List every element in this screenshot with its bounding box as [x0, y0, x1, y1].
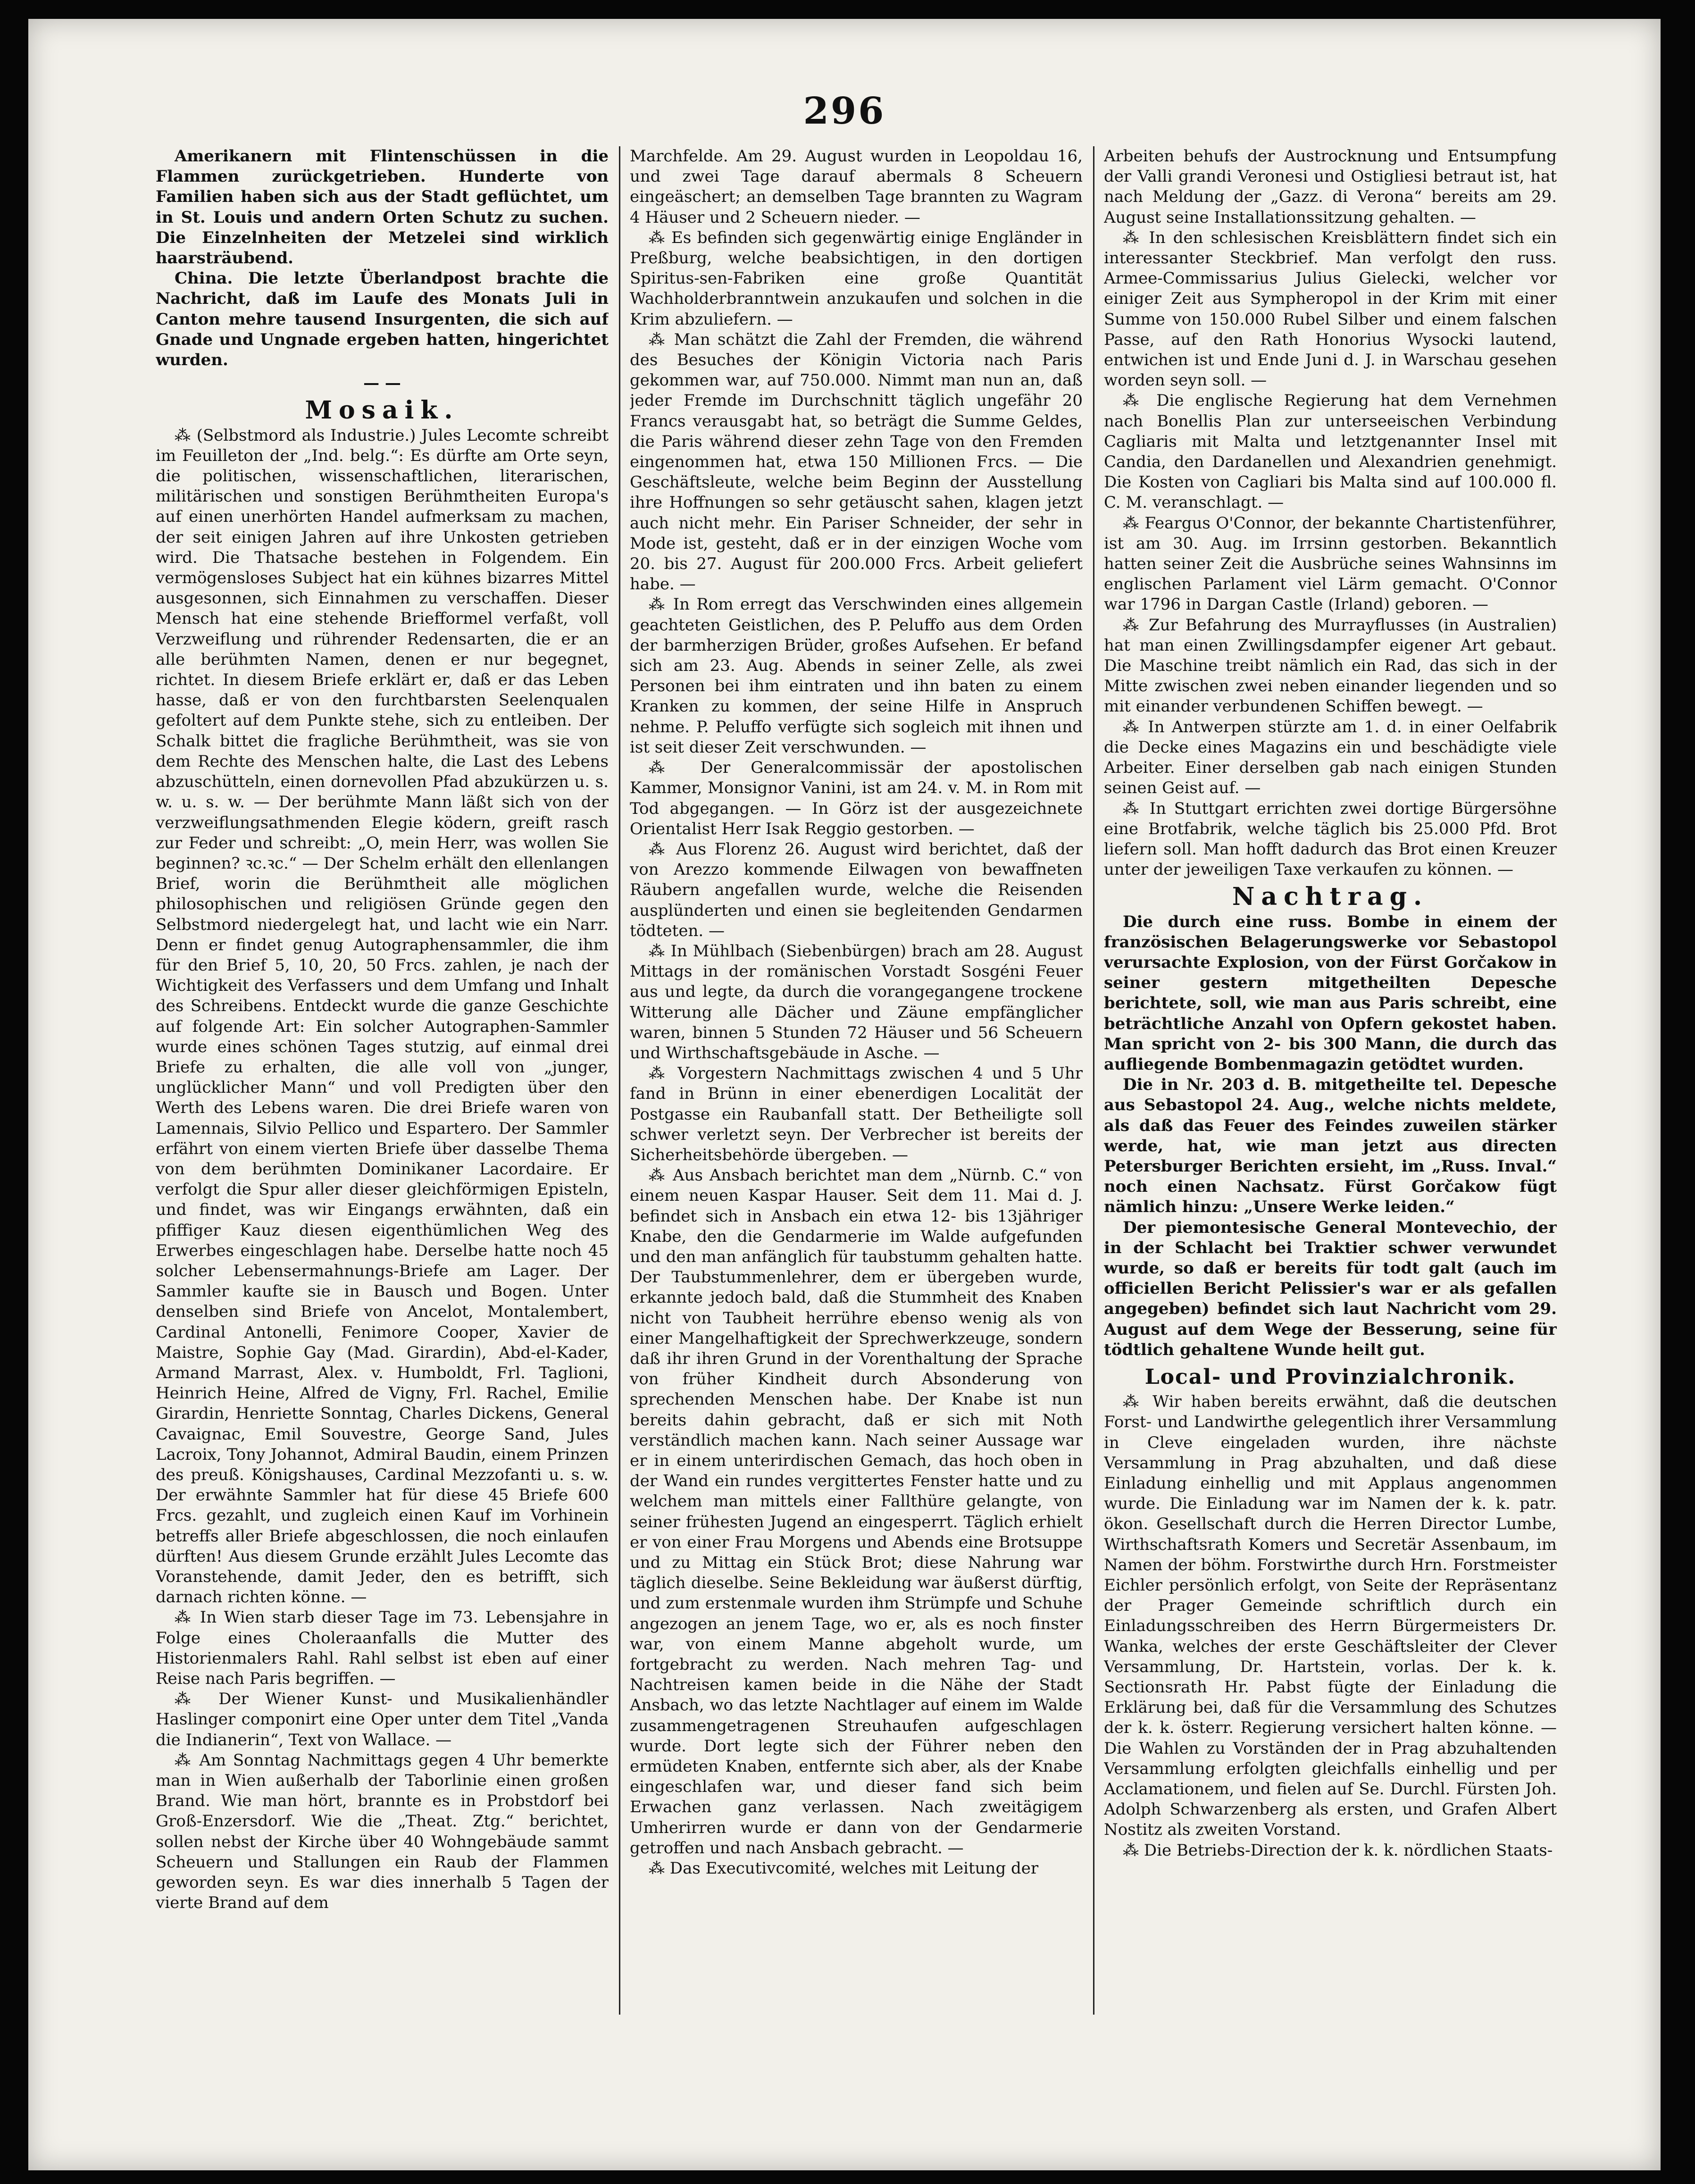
section-heading: Mosaik. [305, 396, 459, 425]
article-paragraph: ⁂ In Rom erregt das Verschwinden eines allgemein geachteten Geistlichen, des P. Peluffo aus dem Orden der barmherzigen Brüder, großes Aufsehen. Er befand sich am 23. Aug. Abends in seiner Zelle, als zwei Personen bei ihm eintraten und ihn baten zu einem Kranken zu kommen, der seine Hilfe in Anspruch nehme. P. Peluffo verfügte sich sogleich mit ihnen und ist seit dieser Zeit verschwunden. — [630, 595, 1083, 757]
page-number: 296 [803, 90, 886, 133]
column-rule [1093, 146, 1094, 2015]
article-paragraph: ⁂ Feargus O'Connor, der bekannte Chartistenführer, ist am 30. Aug. im Irrsinn gestorben. Bekanntlich hatten seiner Zeit die Ausbrüche seines Wahnsinns im englischen Parlament viel Lärm gemacht. O'Connor war 1796 in Dargan Castle (Irland) geboren. — [1104, 513, 1557, 614]
article-paragraph: ⁂ Der Wiener Kunst- und Musikalienhändler Haslinger componirt eine Oper unter dem Titel „Vanda die Indianerin“, Text von Wallace. — [156, 1690, 609, 1749]
article-paragraph: ⁂ Das Executivcomité, welches mit Leitung der [649, 1859, 1039, 1878]
article-paragraph: ⁂ Wir haben bereits erwähnt, daß die deutschen Forst- und Landwirthe gelegentlich ihrer Versammlung in Cleve eingeladen wurden, ihre nächste Versammlung in Prag abzuhalten, und daß diese Einladung einhellig und mit Applaus angenommen wurde. Die Einladung war im Namen der k. k. patr. ökon. Gesellschaft durch die Herren Director Lumbe, Wirthschaftsrath Komers und Secretär Assenbaum, im Namen der böhm. Forstwirthe durch Hrn. Forstmeister Eichler persönlich erfolgt, von Seite der Repräsentanz der Prager Gemeinde schriftlich durch ein Einladungsschreiben des Herrn Bürgermeisters Dr. Wanka, welches der erste Geschäftsleiter der Clever Versammlung, Dr. Hartstein, vorlas. Der k. k. Sectionsrath Hr. Pabst fügte der Einladung die Erklärung bei, daß für die Versammlung des Schutzes der k. k. österr. Regierung versichert halten könne. — Die Wahlen zu Vorständen der in Prag abzuhaltenden Versammlung erfolgten gleichfalls einhellig und per Acclamationem, und fielen auf Se. Durchl. Fürsten Joh. Adolph Schwarzenberg als ersten, und Grafen Albert Nostitz als zweiten Vorstand. [1104, 1392, 1557, 1840]
article-paragraph: Marchfelde. Am 29. August wurden in Leopoldau 16, und zwei Tage darauf abermals 8 Scheuern eingeäschert; an demselben Tage brannten zu Wagram 4 Häuser und 2 Scheuern nieder. — [630, 147, 1083, 227]
article-paragraph: ⁂ In den schlesischen Kreisblättern findet sich ein interessanter Steckbrief. Man verfolgt den russ. Armee-Commissarius Julius Gielecki, welcher vor einiger Zeit aus Sympheropol in der Krim mit einer Summe von 150.000 Rubel Silber und einem falschen Passe, auf den Rath Honorius Wysocki lautend, entwichen ist und Ende Juni d. J. in Warschau gesehen worden seyn soll. — [1104, 228, 1557, 390]
article-paragraph: Arbeiten behufs der Austrocknung und Entsumpfung der Valli grandi Veronesi und Ostigliesi betraut ist, hat nach Meldung der „Gazz. di Verona“ bereits am 29. August seine Installationssitzung gehalten. — [1104, 147, 1557, 227]
article-paragraph: ⁂ Die Betriebs-Direction der k. k. nördlichen Staats- [1123, 1841, 1553, 1860]
column-2 [630, 146, 1083, 2033]
article-paragraph: ⁂ Am Sonntag Nachmittags gegen 4 Uhr bemerkte man in Wien außerhalb der Taborlinie einen großen Brand. Wie man hört, brannte es in Probstdorf bei Groß-Enzersdorf. Wie die „Theat. Ztg.“ berichtet, sollen nebst der Kirche über 40 Wohngebäude sammt Scheuern und Stallungen ein Raub der Flammen geworden seyn. Es war dies innerhalb 5 Tagen der vierte Brand auf dem [156, 1750, 609, 1913]
article-paragraph: China. Die letzte Überlandpost brachte die Nachricht, daß im Laufe des Monats Juli in Canton mehre tausend Insurgenten, die sich auf Gnade und Ungnade ergeben hatten, hingerichtet wurden. [156, 269, 609, 370]
article-paragraph: Die in Nr. 203 d. B. mitgetheilte tel. Depesche aus Sebastopol 24. Aug., welche nichts meldete, als daß das Feuer des Feindes zuweilen stärker werde, hat, wie man jetzt aus directen Petersburger Berichten ersieht, im „Russ. Inval.“ noch einen Nachsatz. Fürst Gorčakow fügt nämlich hinzu: „Unsere Werke leiden.“ [1104, 1075, 1557, 1217]
article-paragraph: Die durch eine russ. Bombe in einem der französischen Belagerungswerke vor Sebastopol verursachte Explosion, von der Fürst Gorčakow in seiner gestern mitgetheilten Depesche berichtete, soll, wie man aus Paris schreibt, eine beträchtliche Anzahl von Opfern gekostet haben. Man spricht von 2- bis 300 Mann, die durch das aufliegende Bombenmagazin getödtet wurden. [1104, 912, 1557, 1074]
article-paragraph: ⁂ In Wien starb dieser Tage im 73. Lebensjahre in Folge eines Choleraanfalls die Mutter des Historienmalers Rahl. Rahl selbst ist eben auf einer Reise nach Paris begriffen. — [156, 1608, 609, 1689]
article-paragraph: ⁂ In Antwerpen stürzte am 1. d. in einer Oelfabrik die Decke eines Magazins ein und beschädigte viele Arbeiter. Einer derselben gab nach einigen Stunden seinen Geist auf. — [1104, 717, 1557, 798]
article-paragraph: Der piemontesische General Montevechio, der in der Schlacht bei Traktier schwer verwundet wurde, so daß er bereits für todt galt (auch im officiellen Bericht Pelissier's war er als gefallen angegeben) befindet sich laut Nachricht vom 29. August auf dem Wege der Besserung, seine für tödtlich gehaltene Wunde heilt gut. [1104, 1218, 1557, 1359]
column-1 [156, 146, 609, 2033]
article-paragraph: ⁂ Vorgestern Nachmittags zwischen 4 und 5 Uhr fand in Brünn in einer ebenerdigen Localität der Postgasse ein Raubanfall statt. Der Betheiligte soll schwer verletzt seyn. Der Verbrecher ist bereits der Sicherheitsbehörde übergeben. — [630, 1064, 1083, 1164]
section-heading: Local- und Provinzialchronik. [1144, 1364, 1516, 1389]
newspaper-page [28, 19, 1661, 2170]
article-paragraph: ⁂ Aus Florenz 26. August wird berichtet, daß der von Arezzo kommende Eilwagen von bewaffneten Räubern angefallen wurde, welche die Reisenden ausplünderten und einen sie begleitenden Gendarmen tödteten. — [630, 839, 1083, 940]
article-paragraph: ⁂ Zur Befahrung des Murrayflusses (in Australien) hat man einen Zwillingsdampfer eigener Art gebaut. Die Maschine treibt nämlich ein Rad, das sich in der Mitte zwischen zwei neben einander liegenden und so mit einander verbundenen Schiffen bewegt. — [1104, 615, 1557, 716]
section-heading: Nachtrag. [1232, 882, 1429, 912]
column-3 [1104, 146, 1557, 2033]
article-paragraph: Amerikanern mit Flintenschüssen in die Flammen zurückgetrieben. Hunderte von Familien haben sich aus der Stadt geflüchtet, um in St. Louis und andern Orten Schutz zu suchen. Die Einzelnheiten der Metzelei sind wirklich haarsträubend. [156, 147, 609, 268]
article-paragraph: ⁂ (Selbstmord als Industrie.) Jules Lecomte schreibt im Feuilleton der „Ind. belg.“: Es dürfte am Orte seyn, die politischen, wissenschaftlichen, literarischen, militärischen und sonstigen Berühmtheiten Europa's auf einen unerhörten Handel aufmerksam zu machen, der seit einigen Jahren auf ihre Unkosten getrieben wird. Die Thatsache bestehen in Folgendem. Ein vermögensloses Subject hat ein kühnes bizarres Mittel ausgesonnen, sich Einnahmen zu verschaffen. Dieser Mensch hat eine stehende Briefformel verfaßt, voll Verzweiflung und rührender Redensarten, die er an alle berühmten Namen, denen er nur begegnet, richtet. In diesem Briefe erklärt er, daß er das Leben hasse, daß er von den furchtbarsten Seelenqualen gefoltert auf dem Punkte stehe, sich zu entleiben. Der Schalk bittet die fragliche Berühmtheit, was sie von dem Rechte des Menschen halte, die Last des Lebens abzuschütteln, einen dornevollen Pfad abzukürzen u. s. w. u. s. w. — Der berühmte Mann läßt sich von der verzweiflungsathmenden Elegie ködern, greift rasch zur Feder und schreibt: „O, mein Herr, was wollen Sie beginnen? ꝛc.ꝛc.“ — Der Schelm erhält den ellenlangen Brief, worin die Berühmtheit alle möglichen philosophischen und religiösen Gründe gegen den Selbstmord niedergelegt hat, und lacht wie ein Narr. Denn er findet genug Autographensammler, die ihm für den Brief 5, 10, 20, 50 Frcs. zahlen, je nach der Wichtigkeit des Verfassers und dem Umfang und Inhalt des Schreibens. Entdeckt wurde die ganze Geschichte auf folgende Art: Ein solcher Autographen-Sammler wurde eines schönen Tages stutzig, auf einmal drei Briefe zu erhalten, die alle voll von „junger, unglücklicher Mann“ und voll Predigten über den Werth des Lebens waren. Die drei Briefe waren von Lamennais, Silvio Pellico und Espartero. Der Sammler erfährt von einem vierten Briefe über dasselbe Thema von dem berühmten Dominikaner Lacordaire. Er verfolgt die Spur aller dieser gleichförmigen Episteln, und findet, was wir Eingangs erwähnten, daß ein pfiffiger Kauz diesen eigenthümlichen Weg des Erwerbes eingeschlagen habe. Derselbe hatte noch 45 solcher Lebensermahnungs-Briefe am Lager. Der Sammler kaufte sie in Bausch und Bogen. Unter denselben sind Briefe von Ancelot, Montalembert, Cardinal Antonelli, Fenimore Cooper, Xavier de Maistre, Sophie Gay (Mad. Girardin), Abd-el-Kader, Armand Marrast, Alex. v. Humboldt, Frl. Taglioni, Heinrich Heine, Alfred de Vigny, Frl. Rachel, Emilie Girardin, Henriette Sonntag, Charles Dickens, General Cavaignac, Emil Souvestre, George Sand, Jules Lacroix, Tony Johannot, Admiral Baudin, einem Prinzen des preuß. Königshauses, Cardinal Mezzofanti u. s. w. Der erwähnte Sammler hat für diese 45 Briefe 600 Frcs. gezahlt, und zugleich einen Kauf im Vorhinein betreffs aller Briefe abgeschlossen, die noch einlaufen dürften! Aus diesem Grunde erzählt Jules Lecomte das Voranstehende, damit Jeder, den es betrifft, sich darnach richten könne. — [156, 426, 609, 1607]
article-paragraph: ⁂ Die englische Regierung hat dem Vernehmen nach Bonellis Plan zur unterseeischen Verbindung Cagliaris mit Malta und letztgenannter Insel mit Candia, den Dardanellen und Alexandrien genehmigt. Die Kosten von Cagliari bis Malta sind auf 100.000 fl. C. M. veranschlagt. — [1104, 391, 1557, 512]
article-paragraph: ⁂ Es befinden sich gegenwärtig einige Engländer in Preßburg, welche beabsichtigen, in den dortigen Spiritus-sen-Fabriken eine große Quantität Wachholderbranntwein anzukaufen und solchen in die Krim abzuliefern. — [630, 228, 1083, 329]
text-columns [156, 146, 1557, 2033]
article-paragraph: ⁂ Aus Ansbach berichtet man dem „Nürnb. C.“ von einem neuen Kaspar Hauser. Seit dem 11. Mai d. J. befindet sich in Ansbach ein etwa 12- bis 13jähriger Knabe, den die Gendarmerie im Walde aufgefunden und den man anfänglich für taubstumm gehalten hatte. Der Taubstummenlehrer, dem er übergeben wurde, erkannte jedoch bald, daß die Stummheit des Knaben nicht von Taubheit herrühre ebenso wenig als von einer Mangelhaftigkeit der Sprechwerkzeuge, sondern daß ihr ihren Grund in der Vorenthaltung der Sprache von früher Kindheit durch Absonderung von sprechenden Menschen habe. Der Knabe ist nun bereits dahin gebracht, daß er sich mit Noth verständlich machen kann. Nach seiner Aussage war er in einem unterirdischen Gemach, das hoch oben in der Wand ein rundes vergittertes Fenster hatte und zu welchem man mittels einer Fallthüre gelangte, von seiner frühesten Jugend an eingesperrt. Täglich erhielt er von einer Frau Morgens und Abends eine Brotsuppe und zu Mittag ein Stück Brot; diese Nahrung war täglich dieselbe. Seine Bekleidung war äußerst dürftig, und zum erstenmale wurden ihm Strümpfe und Schuhe angezogen an jenem Tage, wo er, als es noch finster war, von einem Manne abgeholt wurde, um fortgebracht zu werden. Nach mehren Tag- und Nachtreisen kamen beide in die Nähe der Stadt Ansbach, wo das letzte Nachtlager auf einem im Walde zusammengetragenen Streuhaufen aufgeschlagen wurde. Dort legte sich der Führer neben den ermüdeten Knaben, entfernte sich aber, als der Knabe eingeschlafen war, und dieser fand sich beim Erwachen ganz verlassen. Nach zweitägigem Umherirren wurde er dann von der Gendarmerie getroffen und nach Ansbach gebracht. — [630, 1166, 1083, 1858]
column-rule [619, 146, 620, 2015]
article-paragraph: ⁂ In Mühlbach (Siebenbürgen) brach am 28. August Mittags in der romänischen Vorstadt Sosgéni Feuer aus und legte, da durch die vorangegangene trockene Witterung alle Dächer und Zäune empfänglicher waren, binnen 5 Stunden 72 Häuser und 56 Scheuern und Wirthschaftsgebäude in Asche. — [630, 941, 1083, 1063]
article-paragraph: ⁂ Der Generalcommissär der apostolischen Kammer, Monsignor Vanini, ist am 24. v. M. in Rom mit Tod abgegangen. — In Görz ist der ausgezeichnete Orientalist Herr Isak Reggio gestorben. — [630, 758, 1083, 838]
divider: — — [363, 374, 401, 393]
article-paragraph: ⁂ In Stuttgart errichten zwei dortige Bürgersöhne eine Brotfabrik, welche täglich bis 25.000 Pfd. Brot liefern soll. Man hofft dadurch das Brot einen Kreuzer unter der jeweiligen Taxe verkaufen zu können. — [1104, 799, 1557, 879]
article-paragraph: ⁂ Man schätzt die Zahl der Fremden, die während des Besuches der Königin Victoria nach Paris gekommen war, auf 750.000. Nimmt man nun an, daß jeder Fremde im Durchschnitt täglich ungefähr 20 Francs verausgabt hat, so beträgt die Summe Geldes, die Paris während dieser zehn Tage von den Fremden eingenommen hat, etwa 150 Millionen Frcs. — Die Geschäftsleute, welche beim Beginn der Ausstellung ihre Hoffnungen so sehr getäuscht sahen, klagen jetzt auch nicht mehr. Ein Pariser Schneider, der sehr in Mode ist, gesteht, daß er in der einzigen Woche vom 20. bis 27. August für 200.000 Frcs. Arbeit geliefert habe. — [630, 330, 1083, 594]
